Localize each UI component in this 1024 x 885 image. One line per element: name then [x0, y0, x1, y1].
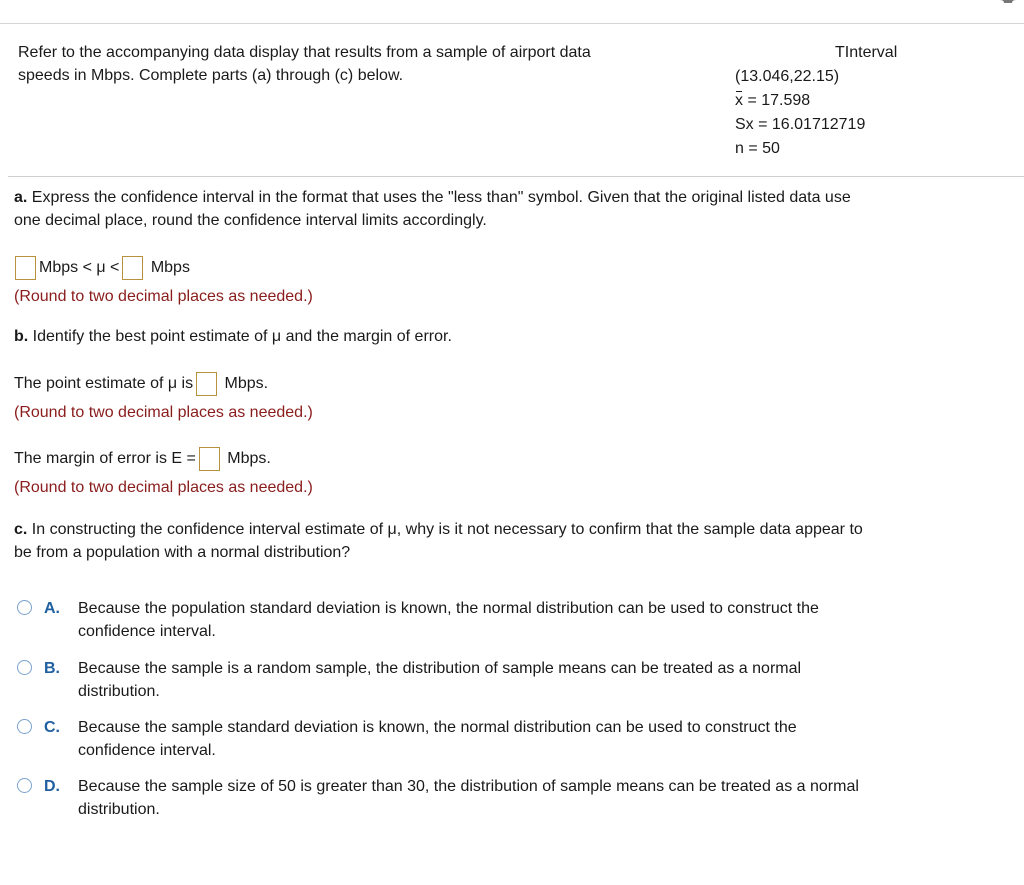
- tinterval-sx: Sx = 16.01712719: [735, 116, 866, 133]
- xbar-value: = 17.598: [747, 92, 811, 109]
- option-d-letter: D.: [44, 778, 60, 795]
- upper-limit-input[interactable]: [122, 256, 143, 280]
- tinterval-display: [735, 41, 897, 161]
- intro-line-2: speeds in Mbps. Complete parts (a) through (c) below.: [18, 67, 404, 84]
- option-a-line-2: confidence interval.: [78, 623, 216, 640]
- tinterval-title: TInterval: [835, 44, 898, 61]
- part-a-letter: a.: [14, 189, 28, 206]
- option-a-radio[interactable]: [17, 600, 32, 615]
- part-b-letter: b.: [14, 328, 29, 345]
- part-a-mid-label: Mbps < μ <: [39, 259, 120, 277]
- part-c-letter: c.: [14, 521, 28, 538]
- option-d-line-1: Because the sample size of 50 is greater than 30, the distribution of sample means can be treated as a normal: [78, 778, 859, 795]
- margin-of-error-row: [14, 447, 271, 471]
- margin-of-error-unit: Mbps.: [227, 450, 271, 468]
- point-estimate-input[interactable]: [196, 372, 217, 396]
- option-b-line-2: distribution.: [78, 683, 160, 700]
- option-c-radio[interactable]: [17, 719, 32, 734]
- margin-of-error-label: The margin of error is E =: [14, 450, 196, 468]
- puzzle-icon[interactable]: [998, 0, 1018, 6]
- part-c-line-2: be from a population with a normal distribution?: [14, 544, 351, 561]
- point-estimate-note: (Round to two decimal places as needed.): [14, 404, 313, 421]
- tinterval-mean: [735, 89, 897, 113]
- option-d-line-2: distribution.: [78, 801, 160, 818]
- part-b-question: [14, 325, 452, 348]
- top-divider: [0, 23, 1024, 24]
- intro-line-1: Refer to the accompanying data display that results from a sample of airport data: [18, 44, 591, 61]
- margin-of-error-input[interactable]: [199, 447, 220, 471]
- part-a-answer-row: [12, 256, 190, 280]
- xbar-symbol: x: [735, 89, 743, 113]
- part-a-line-1: Express the confidence interval in the format that uses the "less than" symbol. Given that the original listed data use: [31, 189, 851, 206]
- option-c-text: [78, 716, 797, 762]
- option-a-letter: A.: [44, 600, 60, 617]
- part-a-unit: Mbps: [150, 259, 190, 277]
- option-c-line-2: confidence interval.: [78, 742, 216, 759]
- point-estimate-row: [14, 372, 268, 396]
- option-b-letter: B.: [44, 660, 60, 677]
- tinterval-interval: (13.046,22.15): [735, 68, 840, 85]
- option-a-line-1: Because the population standard deviation is known, the normal distribution can be used to construct the: [78, 600, 819, 617]
- point-estimate-unit: Mbps.: [224, 375, 269, 393]
- intro-text: [18, 41, 591, 87]
- option-d-radio[interactable]: [17, 778, 32, 793]
- tinterval-n: n = 50: [735, 140, 780, 157]
- margin-of-error-note: (Round to two decimal places as needed.): [14, 479, 313, 496]
- option-d-text: [78, 775, 859, 821]
- option-c-line-1: Because the sample standard deviation is known, the normal distribution can be used to construct the: [78, 719, 797, 736]
- point-estimate-label: The point estimate of μ is: [14, 375, 194, 393]
- option-c-letter: C.: [44, 719, 60, 736]
- part-a-line-2: one decimal place, round the confidence interval limits accordingly.: [14, 212, 487, 229]
- option-b-text: [78, 657, 801, 703]
- part-a-question: [14, 186, 851, 232]
- option-b-radio[interactable]: [17, 660, 32, 675]
- lower-limit-input[interactable]: [15, 256, 36, 280]
- part-a-round-note: (Round to two decimal places as needed.): [14, 288, 313, 305]
- part-b-text: Identify the best point estimate of μ and the margin of error.: [32, 328, 452, 345]
- option-b-line-1: Because the sample is a random sample, the distribution of sample means can be treated as a normal: [78, 660, 802, 677]
- part-c-line-1: In constructing the confidence interval estimate of μ, why is it not necessary to confirm that the sample data appear to: [31, 521, 863, 538]
- option-a-text: [78, 597, 819, 643]
- section-divider: [8, 176, 1024, 177]
- part-c-question: [14, 518, 863, 564]
